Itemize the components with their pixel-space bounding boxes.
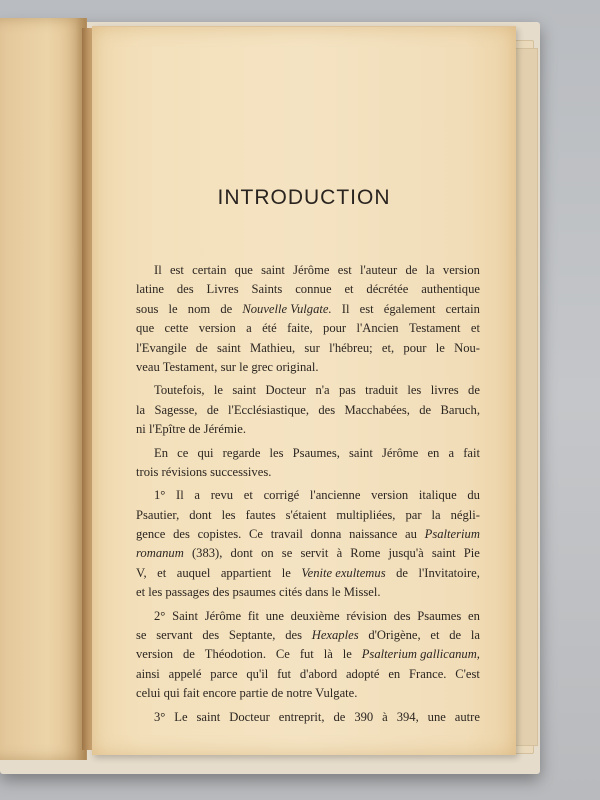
word: veau Testament, sur le grec original.: [136, 359, 319, 374]
word: a: [194, 488, 201, 503]
paragraph: [136, 261, 480, 377]
word: le: [281, 565, 291, 580]
word: l'Invitatoire,: [418, 565, 480, 580]
word: en: [468, 608, 480, 623]
word: le: [168, 301, 178, 316]
word: saint: [349, 445, 373, 460]
word: saint: [431, 546, 456, 561]
word: est: [337, 263, 352, 277]
word: et: [243, 488, 253, 503]
word: ainsi: [136, 666, 160, 681]
text-line: [136, 300, 480, 319]
word: une: [427, 709, 446, 724]
word: servant: [156, 628, 193, 643]
word: et,: [381, 340, 395, 355]
word: 2°: [154, 608, 166, 623]
word: Il: [176, 488, 184, 503]
word: 3°: [154, 709, 166, 724]
word: V,: [136, 565, 147, 580]
word: saint: [261, 263, 285, 277]
word: les: [269, 445, 284, 460]
word: certain: [445, 301, 480, 316]
word: Jérôme: [204, 608, 242, 623]
word: sur: [304, 340, 320, 355]
text-line: [136, 684, 480, 703]
word: Saint: [172, 608, 198, 623]
word: corrigé: [263, 488, 300, 503]
word: Psalterium gallicanum,: [361, 647, 480, 662]
paragraph: [136, 381, 480, 439]
word: des: [285, 628, 302, 643]
word: à: [336, 546, 343, 561]
word: des: [318, 402, 336, 417]
word: sous: [136, 301, 159, 316]
word: Venite exultemus: [301, 565, 386, 580]
text-line: [136, 583, 480, 602]
word: naissance: [349, 527, 398, 542]
paragraph: [136, 708, 480, 727]
word: travail: [270, 527, 303, 542]
word: ni l'Epître de Jérémie.: [136, 422, 246, 437]
word: Macchabées,: [344, 402, 410, 417]
paragraph: [136, 486, 480, 602]
word: se: [136, 628, 147, 643]
word: qu'il: [246, 666, 269, 681]
word: une: [265, 608, 284, 623]
word: qui: [197, 445, 214, 460]
word: Psautier,: [136, 507, 180, 522]
word: traduit: [365, 383, 398, 398]
word: version: [371, 488, 409, 503]
word: été: [262, 321, 277, 336]
word: le: [342, 647, 352, 662]
word: que: [136, 321, 155, 336]
word: de: [396, 565, 409, 580]
word: de: [419, 402, 432, 417]
text-line: [136, 525, 480, 544]
word: l'hébreu;: [329, 340, 373, 355]
word: gence: [136, 527, 166, 542]
word: en: [427, 445, 440, 460]
word: Psalterium: [424, 527, 480, 542]
word: en: [388, 666, 401, 681]
word: s'étaient: [285, 507, 327, 522]
word: la: [431, 507, 441, 522]
word: Rome: [350, 546, 381, 561]
word: fait: [463, 445, 480, 460]
word: et: [470, 321, 480, 336]
text-line: [136, 261, 480, 280]
word: Mathieu,: [250, 340, 296, 355]
word: de: [468, 383, 480, 398]
word: de: [195, 340, 208, 355]
word: appartient: [220, 565, 272, 580]
word: version: [136, 647, 174, 662]
word: de: [220, 301, 233, 316]
word: Il: [154, 263, 162, 277]
word: Psaumes,: [292, 445, 340, 460]
word: C'est: [455, 666, 480, 681]
word: Testament: [408, 321, 461, 336]
word: En: [154, 445, 168, 460]
word: saint: [196, 709, 221, 724]
word: des: [173, 527, 190, 542]
text-line: [136, 280, 480, 299]
word: le: [435, 340, 445, 355]
word: n'a: [315, 383, 330, 398]
word: fit: [247, 608, 260, 623]
word: des: [176, 282, 194, 297]
text-line: [136, 626, 480, 645]
word: l'Ecclésiastique,: [228, 402, 309, 417]
word: que: [234, 263, 253, 277]
word: la: [470, 628, 480, 643]
word: par: [405, 507, 422, 522]
word: Docteur: [265, 383, 307, 398]
word: deuxième: [290, 608, 340, 623]
word: est: [169, 263, 184, 277]
word: copistes.: [197, 527, 242, 542]
word: autre: [454, 709, 480, 724]
word: Ce: [249, 527, 264, 542]
word: fautes: [245, 507, 276, 522]
text-line: [136, 607, 480, 626]
word: nom: [187, 301, 211, 316]
paragraph: [136, 607, 480, 704]
text-line: [136, 506, 480, 525]
word: également: [383, 301, 436, 316]
word: Hexaples: [311, 628, 359, 643]
word: l'ancienne: [309, 488, 361, 503]
word: Jérôme: [381, 445, 419, 460]
word: négli-: [450, 507, 480, 522]
word: version: [442, 263, 480, 277]
word: saint: [216, 340, 241, 355]
word: donna: [310, 527, 342, 542]
word: le: [213, 383, 223, 398]
word: du: [467, 488, 480, 503]
word: là: [323, 647, 333, 662]
word: au: [405, 527, 417, 542]
word: de: [333, 709, 346, 724]
word: Sagesse,: [154, 402, 198, 417]
word: des: [202, 628, 220, 643]
word: saint: [232, 383, 257, 398]
text-line: [136, 420, 480, 439]
word: fut: [277, 666, 292, 681]
word: Théodotion.: [204, 647, 266, 662]
text-line: [136, 444, 480, 463]
word: fut: [299, 647, 314, 662]
word: ce: [177, 445, 189, 460]
word: à: [382, 709, 388, 724]
word: 394,: [396, 709, 419, 724]
text-line: [136, 708, 480, 727]
right-page: [92, 26, 516, 755]
word: cette: [164, 321, 189, 336]
text-line: [136, 339, 480, 358]
word: entreprit,: [278, 709, 325, 724]
text-line: [136, 564, 480, 583]
word: et les passages des psaumes cités dans le Missel.: [136, 585, 381, 600]
word: de: [206, 402, 219, 417]
word: des: [393, 608, 411, 623]
page-heading: INTRODUCTION: [217, 186, 391, 209]
word: France.: [409, 666, 447, 681]
word: Pie: [463, 546, 480, 561]
word: Psaumes: [417, 608, 462, 623]
word: trois révisions successives.: [136, 464, 272, 479]
paragraph: [136, 444, 480, 483]
text-line: [136, 319, 480, 338]
word: faite,: [287, 321, 313, 336]
word: se: [281, 546, 293, 561]
word: connue: [295, 282, 332, 297]
word: l'Evangile: [136, 340, 187, 355]
text-line: [136, 645, 480, 664]
word: pas: [338, 383, 356, 398]
text-line: [136, 463, 480, 482]
word: jusqu'à: [388, 546, 424, 561]
word: de: [449, 628, 462, 643]
word: Le: [174, 709, 188, 724]
word: a: [448, 445, 455, 460]
word: de: [182, 647, 195, 662]
word: Ce: [275, 647, 290, 662]
word: regarde: [222, 445, 261, 460]
word: servit: [300, 546, 329, 561]
word: Jérôme: [293, 263, 330, 277]
word: parce: [210, 666, 238, 681]
word: la: [136, 402, 146, 417]
word: italique: [418, 488, 457, 503]
word: version: [198, 321, 236, 336]
word: romanum: [136, 546, 184, 561]
word: a: [246, 321, 252, 336]
word: la: [425, 263, 435, 277]
text-line: [136, 486, 480, 505]
word: les: [221, 507, 236, 522]
text-line: [136, 381, 480, 400]
word: Septante,: [228, 628, 276, 643]
word: l'Ancien: [356, 321, 399, 336]
word: multipliées,: [336, 507, 396, 522]
word: dont: [189, 507, 212, 522]
word: appelé: [168, 666, 202, 681]
word: d'Origène,: [368, 628, 421, 643]
word: est: [359, 301, 374, 316]
word: Toutefois,: [154, 383, 205, 398]
word: révision: [346, 608, 387, 623]
word: Il: [341, 301, 350, 316]
word: l'auteur: [359, 263, 398, 277]
word: d'abord: [299, 666, 338, 681]
word: auquel: [176, 565, 211, 580]
word: Nouvelle Vulgate.: [242, 301, 332, 316]
word: dont: [230, 546, 253, 561]
word: Baruch,: [440, 402, 480, 417]
word: les: [407, 383, 422, 398]
word: Livres: [206, 282, 239, 297]
word: Docteur: [229, 709, 270, 724]
word: revu: [210, 488, 234, 503]
text-line: [136, 665, 480, 684]
word: certain: [192, 263, 227, 277]
text-line: [136, 401, 480, 420]
word: Saints: [251, 282, 283, 297]
word: (383),: [191, 546, 223, 561]
word: de: [405, 263, 418, 277]
word: 390: [354, 709, 374, 724]
word: celui qui fait encore partie de notre Vulgate.: [136, 686, 358, 701]
word: on: [261, 546, 274, 561]
word: authentique: [421, 282, 480, 297]
page-body-text: [136, 261, 480, 727]
word: décrétée: [366, 282, 409, 297]
word: et: [344, 282, 354, 297]
word: latine: [136, 282, 164, 297]
word: et: [430, 628, 440, 643]
word: pour: [403, 340, 427, 355]
text-line: [136, 358, 480, 377]
word: 1°: [154, 488, 166, 503]
word: et: [157, 565, 167, 580]
word: Nou-: [454, 340, 480, 355]
word: pour: [323, 321, 347, 336]
text-line: [136, 544, 480, 563]
word: livres: [430, 383, 459, 398]
left-page: [0, 18, 87, 760]
word: adopté: [345, 666, 380, 681]
